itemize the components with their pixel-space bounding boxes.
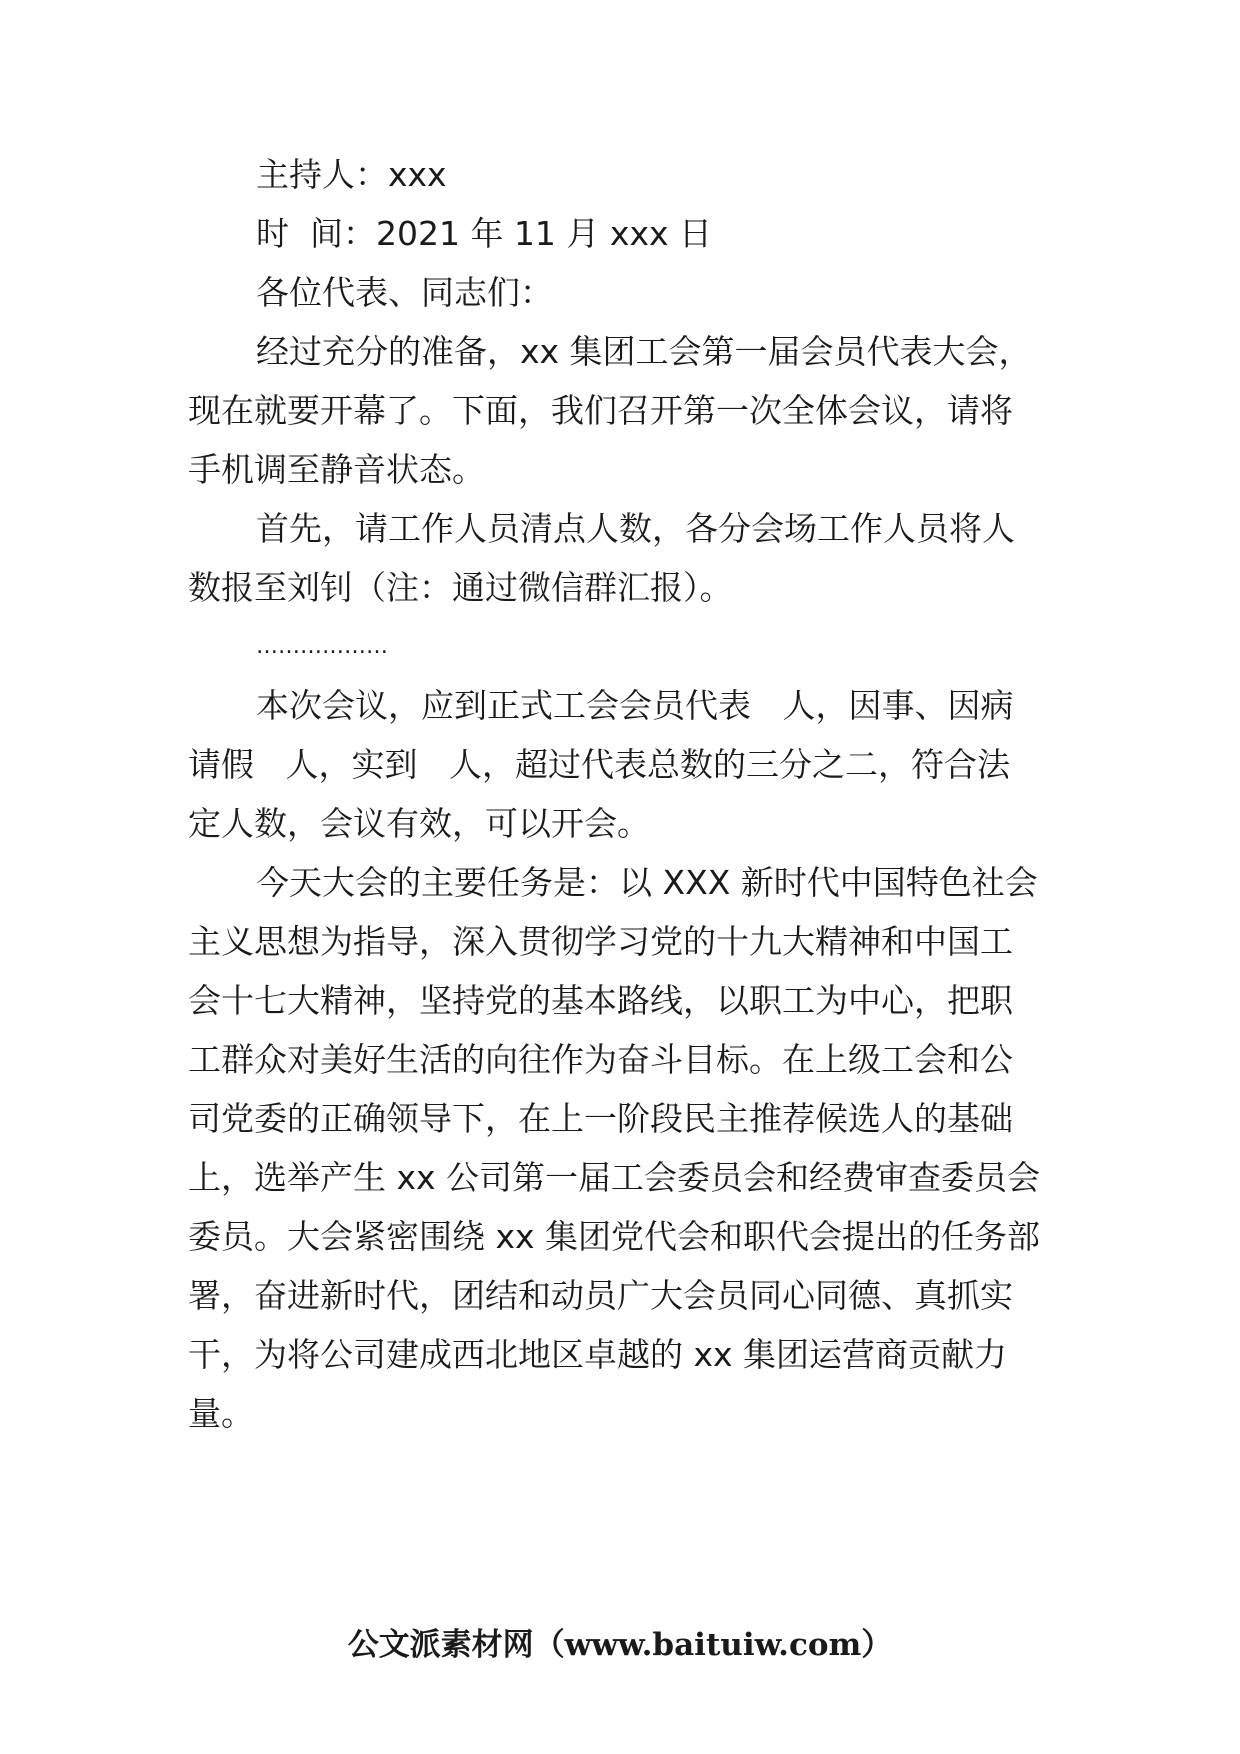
paragraph-line: 手机调至静音状态。 [188, 450, 485, 489]
paragraph-line: 现在就要开幕了。下面，我们召开第一次全体会议，请将 [188, 391, 1013, 430]
time-line: 时 间：2021 年 11 月 xxx 日 [256, 214, 712, 253]
paragraph-line: 主义思想为指导，深入贯彻学习党的十九大精神和中国工 [188, 922, 1013, 961]
paragraph-line: 首先，请工作人员清点人数，各分会场工作人员将人 [256, 509, 1015, 548]
paragraph-line: 干，为将公司建成西北地区卓越的 xx 集团运营商贡献力 [188, 1335, 1008, 1374]
paragraph-line: 今天大会的主要任务是：以 XXX 新时代中国特色社会 [256, 863, 1038, 902]
host-line: 主持人：xxx [256, 155, 447, 194]
paragraph-line: 本次会议，应到正式工会会员代表 人，因事、因病 [256, 686, 1014, 725]
paragraph-line: 委员。大会紧密围绕 xx 集团党代会和职代会提出的任务部 [188, 1217, 1041, 1256]
paragraph-line: 定人数，会议有效，可以开会。 [188, 804, 650, 843]
paragraph-line: 量。 [188, 1394, 254, 1433]
salutation: 各位代表、同志们： [256, 273, 553, 312]
paragraph-line: 工群众对美好生活的向往作为奋斗目标。在上级工会和公 [188, 1040, 1013, 1079]
paragraph-line: 署，奋进新时代，团结和动员广大会员同心同德、真抓实 [188, 1276, 1013, 1315]
paragraph-line: 司党委的正确领导下，在上一阶段民主推荐候选人的基础 [188, 1099, 1013, 1138]
footer-watermark [0, 1625, 1240, 1665]
paragraph-line: 经过充分的准备，xx 集团工会第一届会员代表大会， [256, 332, 1032, 371]
footer-site-name: 公文派素材网 [347, 1627, 534, 1663]
ellipsis-line: ……………… [256, 634, 388, 659]
footer-site-url: （www.baituiw.com） [533, 1627, 893, 1663]
paragraph-line: 数报至刘钊（注：通过微信群汇报）。 [188, 568, 733, 607]
paragraph-line: 请假 人，实到 人，超过代表总数的三分之二，符合法 [188, 745, 1010, 784]
paragraph-line: 上，选举产生 xx 公司第一届工会委员会和经费审查委员会 [188, 1158, 1041, 1197]
paragraph-line: 会十七大精神，坚持党的基本路线，以职工为中心，把职 [188, 981, 1013, 1020]
